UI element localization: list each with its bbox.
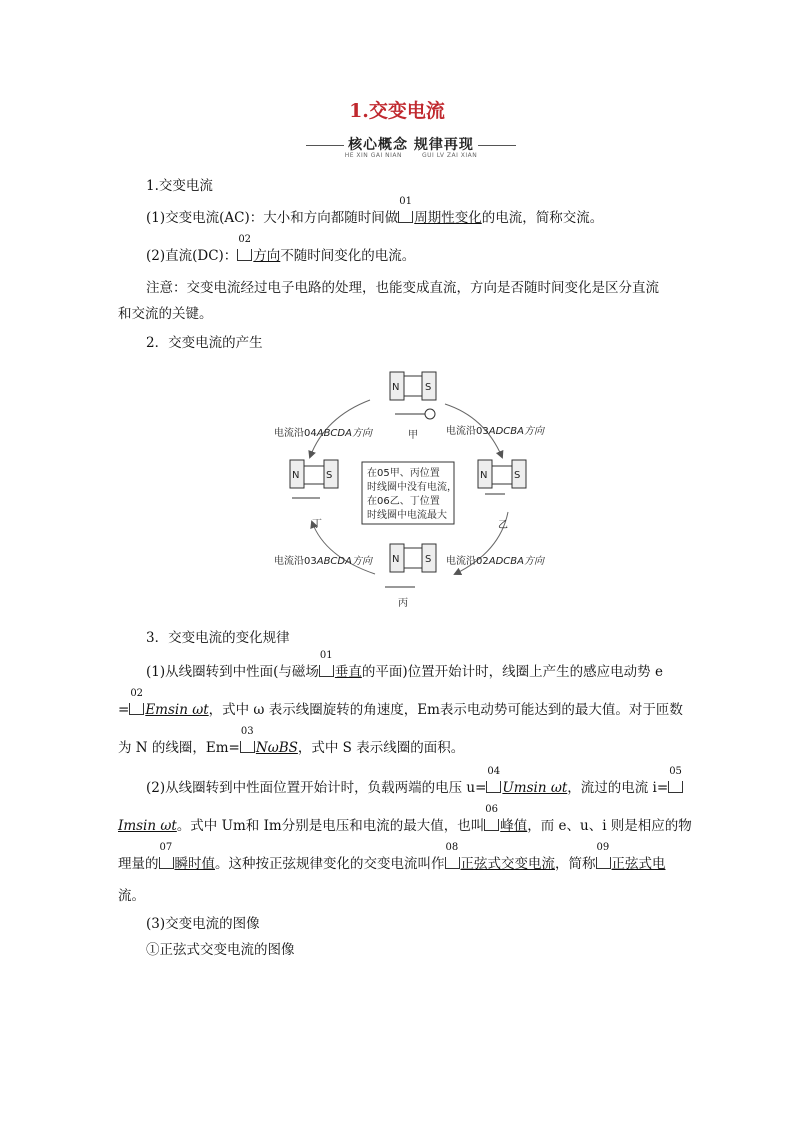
label-ding: 丁 [312,519,322,530]
section3-p4: ①正弦式交变电流的图像 [146,942,295,958]
banner-subtitle: HE XIN GAI NIAN GUI LV ZAI XIAN [344,152,478,159]
svg-text:N: N [392,382,400,393]
section3-p2-line2: Imsin ωt。式中 Um和 Im分别是电压和电流的最大值，也叫 06 峰值，而 e、u、i 则是相应的物 [118,804,692,834]
label-jia: 甲 [408,430,418,441]
svg-text:S: S [326,470,333,481]
svg-text:N: N [292,470,300,481]
section-banner [306,132,516,162]
ac-generation-diagram [270,362,560,612]
section3-p2-line3: 理量的 07 瞬时值。这种按正弦规律变化的交变电流叫作 08 正弦式交变电流，简称 09 正弦式电 [118,842,666,872]
answer-marker: 08 [445,857,460,869]
note-line-1: 注意：交变电流经过电子电路的处理，也能变成直流，方向是否随时间变化是区分直流 [146,280,659,296]
page-title: 1.交变电流 [349,100,445,122]
section3-p1-line3: 为 N 的线圈，Em= 03 NωBS，式中 S 表示线圈的面积。 [118,726,465,756]
answer-marker: 01 [319,665,334,677]
center-note-line3: 在06乙、丁位置 [367,496,440,507]
section3-p2-line4: 流。 [118,888,145,904]
section3-heading: 3．交变电流的变化规律 [146,630,290,646]
answer-marker: 03 [240,741,255,753]
arrow-label-bottom-right: 电流沿02ADCBA方向 [446,556,544,567]
center-note-line1: 在05甲、丙位置 [367,468,440,479]
svg-text:S: S [425,382,432,393]
section1-p2: (2)直流(DC)： 02 方向不随时间变化的电流。 [146,234,416,264]
center-note-line2: 时线圈中没有电流， [367,482,457,493]
generator-jia [390,372,436,419]
label-yi: 乙 [498,520,508,531]
answer-marker: 09 [596,857,611,869]
answer-marker: 07 [159,857,174,869]
svg-text:N: N [392,554,400,565]
answer-marker: 01 [398,211,413,223]
svg-text:S: S [514,470,521,481]
center-note-line4: 时线圈中电流最大 [367,510,447,521]
generator-bing [385,544,436,587]
arrow-label-top-left: 电流沿04ABCDA方向 [274,428,372,439]
svg-text:S: S [425,554,432,565]
generator-yi [478,460,526,494]
answer-marker: 05 [668,781,683,793]
section3-p1-line1: (1)从线圈转到中性面(与磁场 01 垂直的平面)位置开始计时，线圈上产生的感应电动势 e [146,650,663,680]
svg-text:N: N [480,470,488,481]
section1-p1: (1)交变电流(AC)：大小和方向都随时间做 01 周期性变化的电流，简称交流。 [146,196,604,226]
section3-p3: (3)交变电流的图像 [146,916,260,932]
answer-marker: 02 [237,249,252,261]
label-bing: 丙 [398,598,408,609]
generator-ding [290,460,338,498]
note-line-2: 和交流的关键。 [118,306,213,322]
section3-p2-line1: (2)从线圈转到中性面位置开始计时，负载两端的电压 u= 04 Umsin ωt，流过的电流 i= 05 [146,766,682,796]
section3-p1-line2: = 02 Emsin ωt，式中 ω 表示线圈旋转的角速度，Em表示电动势可能达到的最大值。对于匝数 [118,688,683,718]
banner-title: 核心概念 规律再现 [348,137,474,153]
answer-marker: 06 [484,819,499,831]
arrow-label-bottom-left: 电流沿03ABCDA方向 [274,556,372,567]
answer-marker: 02 [129,703,144,715]
section2-heading: 2．交变电流的产生 [146,335,263,351]
section1-heading: 1.交变电流 [146,178,213,194]
answer-marker: 04 [486,781,501,793]
arrow-label-top-right: 电流沿03ADCBA方向 [446,426,544,437]
